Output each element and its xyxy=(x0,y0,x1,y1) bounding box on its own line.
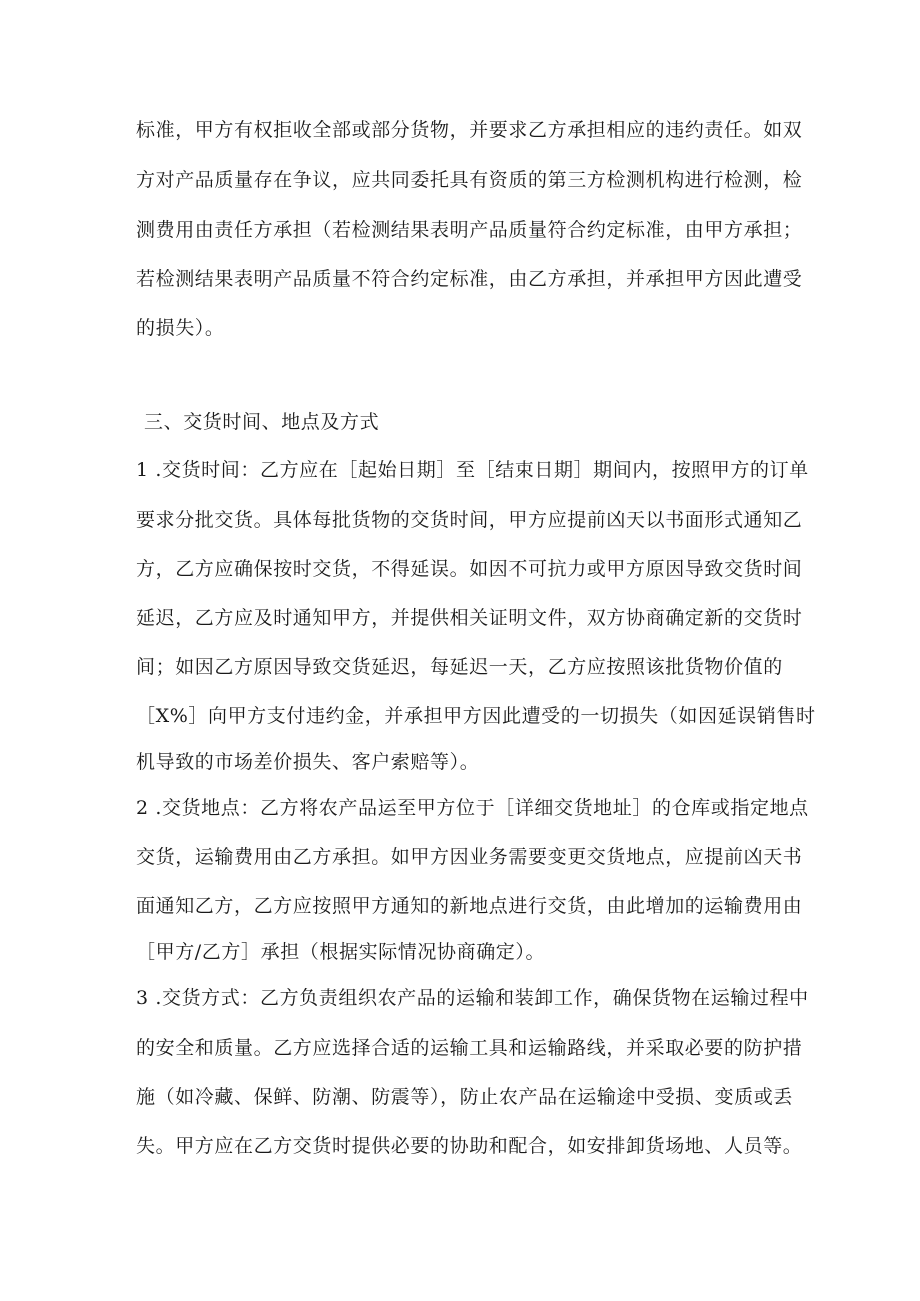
paragraph-line: 间；如因乙方原因导致交货延迟，每延迟一天，乙方应按照该批货物价值的 xyxy=(136,656,783,678)
section-heading: 三、交货时间、地点及方式 xyxy=(144,411,380,433)
paragraph-line: 施（如冷藏、保鲜、防潮、防震等），防止农产品在运输途中受损、变质或丢 xyxy=(136,1086,793,1108)
paragraph-line: 面通知乙方，乙方应按照甲方通知的新地点进行交货，由此增加的运输费用由 xyxy=(136,895,803,917)
paragraph-line: 3 .交货方式：乙方负责组织农产品的运输和装卸工作，确保货物在运输过程中 xyxy=(136,987,809,1009)
paragraph-line: ［X%］向甲方支付违约金，并承担甲方因此遭受的一切损失（如因延误销售时 xyxy=(136,705,816,727)
paragraph-line: 的损失）。 xyxy=(136,317,225,339)
paragraph-line: 测费用由责任方承担（若检测结果表明产品质量符合约定标准，由甲方承担； xyxy=(136,219,803,241)
paragraph-line: 1 .交货时间：乙方应在［起始日期］至［结束日期］期间内，按照甲方的订单 xyxy=(136,459,809,481)
paragraph-line: 机导致的市场差价损失、客户索赔等）。 xyxy=(136,751,480,773)
paragraph-line: 若检测结果表明产品质量不符合约定标准，由乙方承担，并承担甲方因此遭受 xyxy=(136,268,803,290)
paragraph-line: 失。甲方应在乙方交货时提供必要的协助和配合，如安排卸货场地、人员等。 xyxy=(136,1135,803,1157)
paragraph-line: 交货，运输费用由乙方承担。如甲方因业务需要变更交货地点，应提前凶天书 xyxy=(136,846,803,868)
paragraph-line: 方对产品质量存在争议，应共同委托具有资质的第三方检测机构进行检测，检 xyxy=(136,169,803,191)
paragraph-line: 标准，甲方有权拒收全部或部分货物，并要求乙方承担相应的违约责任。如双 xyxy=(136,119,803,141)
paragraph-line: 要求分批交货。具体每批货物的交货时间，甲方应提前凶天以书面形式通知乙 xyxy=(136,509,803,531)
paragraph-line: 延迟，乙方应及时通知甲方，并提供相关证明文件，双方协商确定新的交货时 xyxy=(136,607,803,629)
paragraph-line: 的安全和质量。乙方应选择合适的运输工具和运输路线，并采取必要的防护措 xyxy=(136,1037,803,1059)
paragraph-line: ［甲方/乙方］承担（根据实际情况协商确定）。 xyxy=(136,941,546,963)
paragraph-line: 方，乙方应确保按时交货，不得延误。如因不可抗力或甲方原因导致交货时间 xyxy=(136,558,803,580)
paragraph-line: 2 .交货地点：乙方将农产品运至甲方位于［详细交货地址］的仓库或指定地点 xyxy=(136,797,809,819)
